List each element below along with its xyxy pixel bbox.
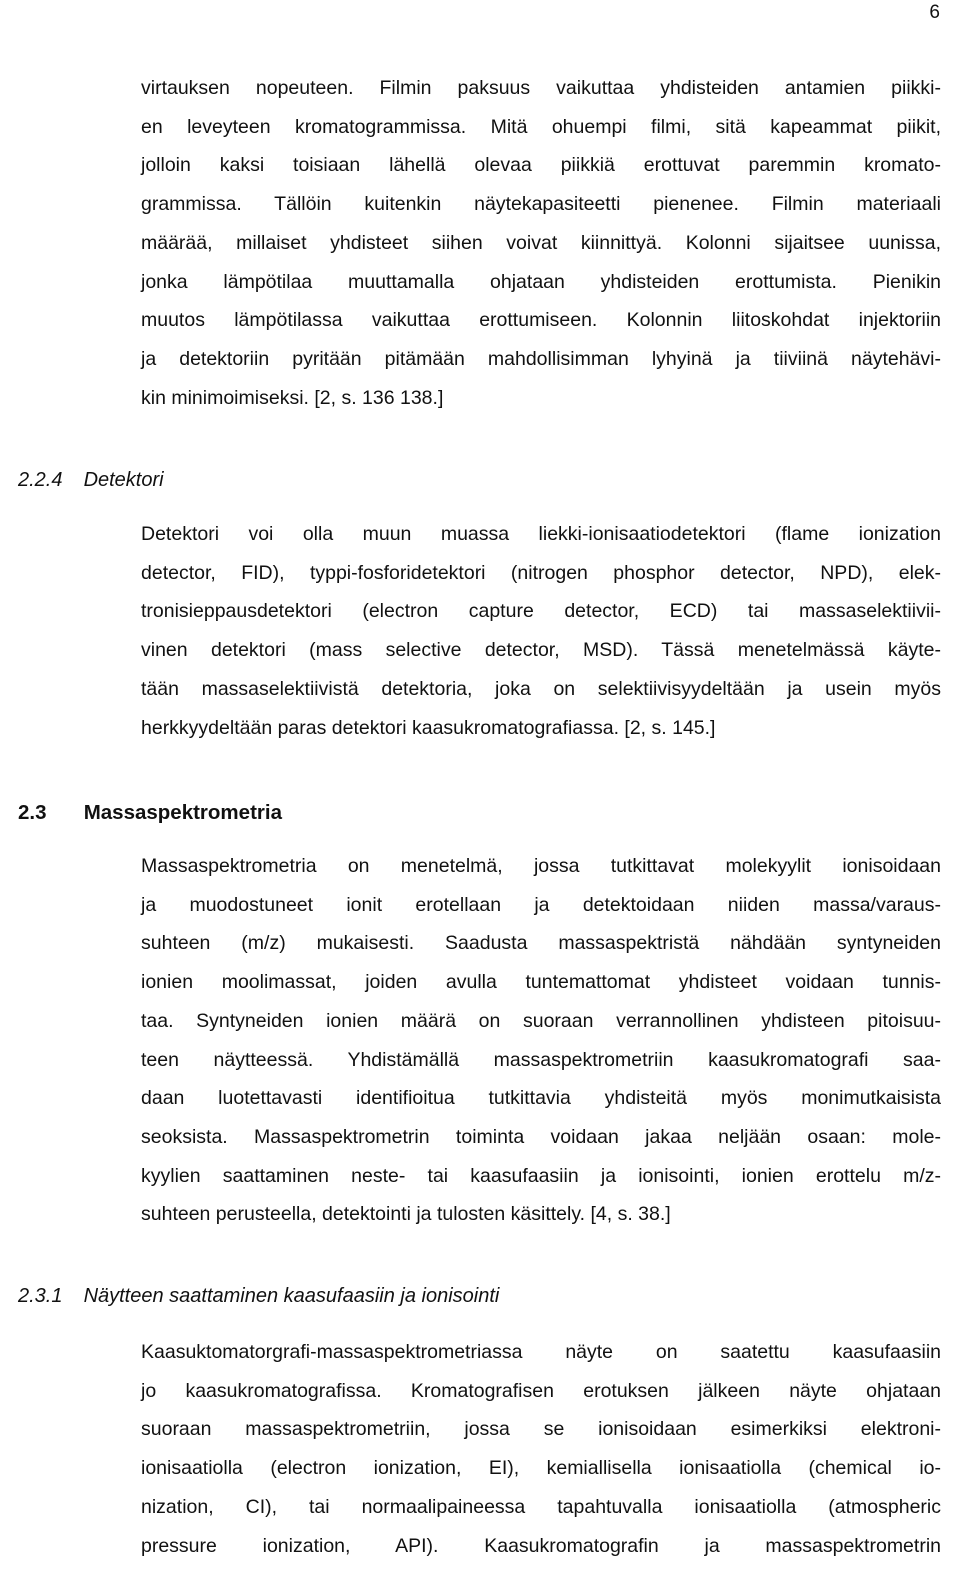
section-number: 2.3 [18, 801, 47, 824]
text-line: daan luotettavasti identifioitua tutkittavia yhdisteitä myös monimutkaisista [141, 1087, 941, 1110]
text-line: ionien moolimassat, joiden avulla tuntemattomat yhdisteet voidaan tunnis- [141, 971, 941, 994]
text-line: kyylien saattaminen neste- tai kaasufaasiin ja ionisointi, ionien erottelu m/z- [141, 1164, 941, 1187]
section-heading-detektori [18, 467, 164, 493]
text-line: Massaspektrometria on menetelmä, jossa tutkittavat molekyylit ionisoidaan [141, 855, 941, 877]
text-line: suoraan massaspektrometriin, jossa se ionisoidaan esimerkiksi elektroni- [141, 1418, 941, 1441]
text-line: en leveyteen kromatogrammissa. Mitä ohuempi filmi, sitä kapeammat piikit, [141, 115, 941, 138]
text-line: ionisaatiolla (electron ionization, EI), kemiallisella ionisaatiolla (chemical io- [141, 1457, 941, 1480]
text-line: jonka lämpötilaa muuttamalla ohjataan yhdisteiden erottumista. Pienikin [141, 270, 941, 293]
text-line: vinen detektori (mass selective detector, MSD). Tässä menetelmässä käyte- [141, 639, 941, 662]
text-line: grammissa. Tällöin kuitenkin näytekapasiteetti pienenee. Filmin materiaali [141, 193, 941, 216]
text-line: nization, CI), tai normaalipaineessa tapahtuvalla ionisaatiolla (atmospheric [141, 1495, 941, 1518]
paragraph-detektori [141, 515, 941, 747]
section-heading-massaspektrometria [18, 800, 282, 826]
paragraph-gc-column [141, 69, 941, 417]
text-line: taa. Syntyneiden ionien määrä on suoraan verrannollinen yhdisteen pitoisuu- [141, 1009, 941, 1032]
text-line: määrää, millaiset yhdisteet siihen voivat kiinnittyä. Kolonni sijaitsee uunissa, [141, 231, 941, 254]
text-line: detector, FID), typpi-fosforidetektori (nitrogen phosphor detector, NPD), elek- [141, 561, 941, 584]
text-line: herkkyydeltään paras detektori kaasukromatografiassa. [2, s. 145.] [141, 716, 716, 739]
text-line: pressure ionization, API). Kaasukromatografin ja massaspektrometrin [141, 1534, 941, 1557]
text-line: kin minimoimiseksi. [2, s. 136 138.] [141, 386, 444, 409]
text-line: jo kaasukromatografissa. Kromatografisen erotuksen jälkeen näyte ohjataan [141, 1379, 941, 1402]
text-line: Detektori voi olla muun muassa liekki-ionisaatiodetektori (flame ionization [141, 523, 941, 545]
text-line: muutos lämpötilassa vaikuttaa erottumiseen. Kolonnin liitoskohdat injektoriin [141, 309, 941, 332]
text-line: jolloin kaksi toisiaan lähellä olevaa piikkiä erottuvat paremmin kromato- [141, 154, 941, 177]
text-line: ja muodostuneet ionit erotellaan ja detektoidaan niiden massa/varaus- [141, 893, 941, 916]
section-title: Näytteen saattaminen kaasufaasiin ja ionisointi [83, 1285, 500, 1307]
paragraph-massaspektrometria [141, 847, 941, 1234]
text-line: suhteen (m/z) mukaisesti. Saadusta massaspektristä nähdään syntyneiden [141, 932, 941, 955]
text-line: tään massaselektiivistä detektoria, joka on selektiivisyydeltään ja usein myös [141, 677, 941, 700]
text-line: seoksista. Massaspektrometrin toiminta voidaan jakaa neljään osaan: mole- [141, 1125, 941, 1148]
text-line: virtauksen nopeuteen. Filmin paksuus vaikuttaa yhdisteiden antamien piikki- [141, 77, 941, 99]
paragraph-ionisointi [141, 1333, 941, 1565]
section-number: 2.2.4 [18, 469, 63, 491]
section-title: Massaspektrometria [83, 801, 282, 824]
text-line: ja detektoriin pyritään pitämään mahdollisimman lyhyinä ja tiiviinä näytehävi- [141, 347, 941, 370]
text-line: teen näytteessä. Yhdistämällä massaspektrometriin kaasukromatografi saa- [141, 1048, 941, 1071]
text-line: suhteen perusteella, detektointi ja tulosten käsittely. [4, s. 38.] [141, 1203, 671, 1226]
text-line: Kaasuktomatorgrafi-massaspektrometriassa näyte on saatettu kaasufaasiin [141, 1341, 941, 1363]
section-title: Detektori [83, 469, 164, 491]
section-number: 2.3.1 [18, 1285, 63, 1307]
section-heading-ionisointi [18, 1283, 499, 1309]
text-line: tronisieppausdetektori (electron capture detector, ECD) tai massaselektiivii- [141, 600, 941, 623]
page-number: 6 [929, 2, 940, 23]
